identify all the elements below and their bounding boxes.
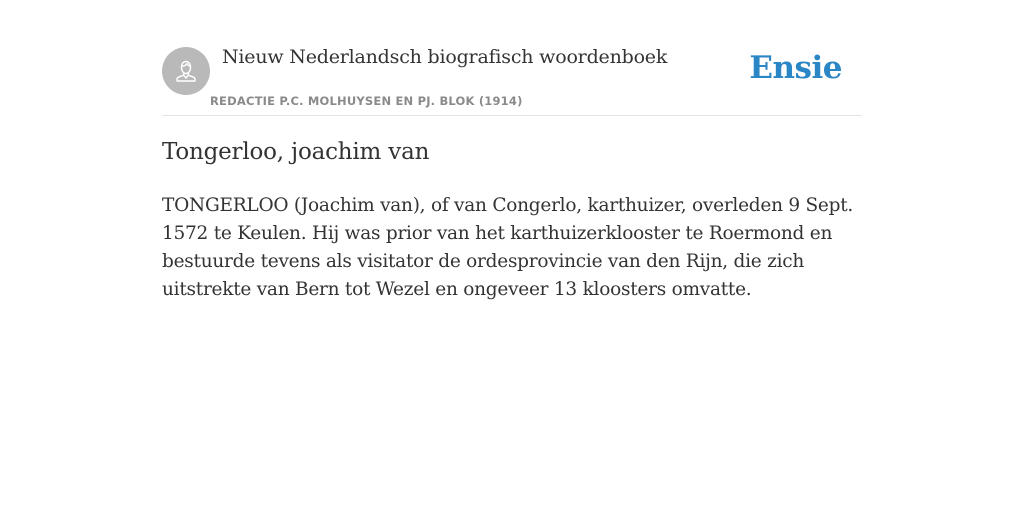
entry-title: Tongerloo, joachim van [162, 139, 430, 165]
entry-body: TONGERLOO (Joachim van), of van Congerlo, karthuizer, overleden 9 Sept. 1572 te Keulen. Hij was prior van het karthuizerklooster te Roermond en bestuurde tevens als visitator de ordesprovincie van den Rijn, die zich uitstrekte van Bern tot Wezel en ongeveer 13 kloosters omvatte. [162, 195, 854, 300]
user-icon [171, 56, 201, 86]
editors-credit: REDACTIE P.C. MOLHUYSEN EN PJ. BLOK (1914) [210, 94, 523, 108]
avatar [162, 47, 210, 95]
ensie-logo[interactable]: Ensie [749, 50, 842, 86]
source-header [162, 0, 862, 116]
page-container [162, 0, 862, 116]
book-title[interactable]: Nieuw Nederlandsch biografisch woordenboek [222, 46, 668, 68]
